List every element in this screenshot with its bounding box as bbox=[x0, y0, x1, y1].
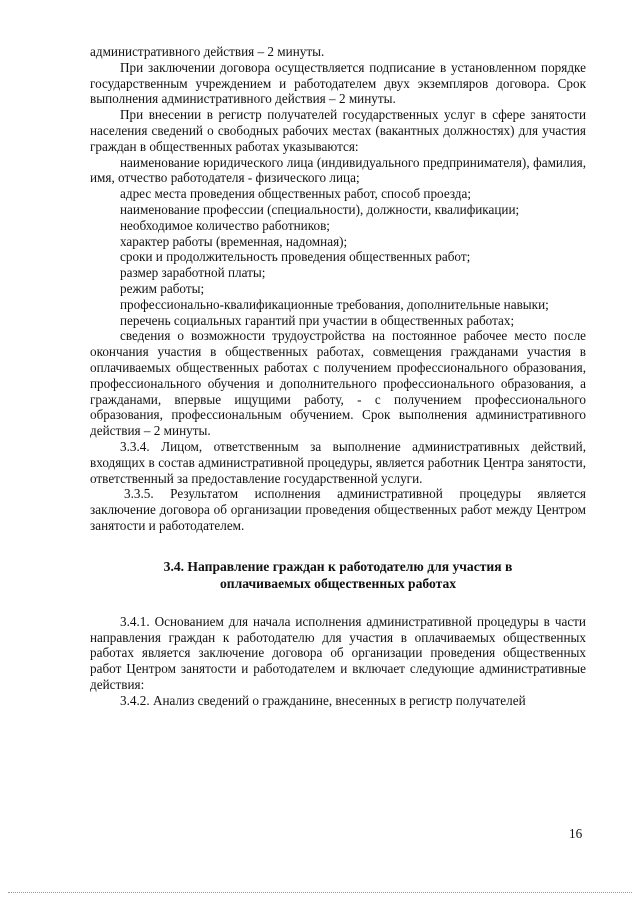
document-page bbox=[90, 44, 586, 708]
paragraph-register-intro: При внесении в регистр получателей государственных услуг в сфере занятости населения сведений о свободных рабочих местах (вакантных должностях) для участия граждан в общественных работах указываются: bbox=[90, 107, 586, 154]
footer-divider bbox=[8, 892, 632, 893]
list-item-social-guarantees: перечень социальных гарантий при участии в общественных работах; bbox=[120, 312, 515, 328]
list-item-work-nature: характер работы (временная, надомная); bbox=[120, 233, 348, 249]
list-item-employment-info: сведения о возможности трудоустройства на постоянное рабочее место после окончания участия в общественных работах, совмещения гражданами участия в оплачиваемых общественных работах с получением профессионального образования, профессионального обучения и дополнительного профессионального образования, а гражданами, впервые ищущими работу, - с получением профессионального образования, профессиональным обучением. Срок выполнения административного действия – 2 минуты. bbox=[90, 328, 586, 439]
list-item-profession: наименование профессии (специальности), должности, квалификации; bbox=[120, 201, 520, 217]
list-item-employer-name: наименование юридического лица (индивидуального предпринимателя), фамилия, имя, отчество работодателя - физического лица; bbox=[90, 154, 586, 186]
section-heading bbox=[90, 558, 586, 592]
section-heading-line2: оплачиваемых общественных работах bbox=[219, 575, 457, 591]
list-item-work-duration: сроки и продолжительность проведения общественных работ; bbox=[120, 249, 471, 265]
paragraph-continuation: административного действия – 2 минуты. bbox=[90, 44, 325, 59]
paragraph-contract-signing: При заключении договора осуществляется подписание в установленном порядке государственным учреждением и работодателем двух экземпляров договора. Срок выполнения административного действия – 2 минуты. bbox=[90, 59, 586, 107]
paragraph-3-3-4: 3.3.4. Лицом, ответственным за выполнение административных действий, входящих в состав административной процедуры, является работник Центра занятости, ответственный за предоставление государственной услуги. bbox=[90, 438, 586, 486]
list-item-salary: размер заработной платы; bbox=[120, 265, 266, 281]
section-heading-line1: 3.4. Направление граждан к работодателю для участия в bbox=[163, 558, 513, 574]
list-item-qualification: профессионально-квалификационные требования, дополнительные навыки; bbox=[120, 296, 549, 312]
paragraph-3-4-2: 3.4.2. Анализ сведений о гражданине, внесенных в регистр получателей bbox=[120, 692, 526, 708]
list-item-work-address: адрес места проведения общественных работ, способ проезда; bbox=[120, 186, 472, 202]
list-item-work-schedule: режим работы; bbox=[120, 280, 205, 296]
paragraph-3-3-5: 3.3.5. Результатом исполнения административной процедуры является заключение договора об организации проведения общественных работ между Центром занятости и работодателем. bbox=[90, 486, 586, 533]
paragraph-3-4-1: 3.4.1. Основанием для начала исполнения административной процедуры в части направления граждан к работодателю для участия в оплачиваемых общественных работах является заключение договора об организации проведения общественных работ Центром занятости и работодателем и включает следующие административные действия: bbox=[90, 613, 586, 692]
page-number: 16 bbox=[569, 826, 583, 841]
list-item-worker-count: необходимое количество работников; bbox=[120, 217, 330, 233]
